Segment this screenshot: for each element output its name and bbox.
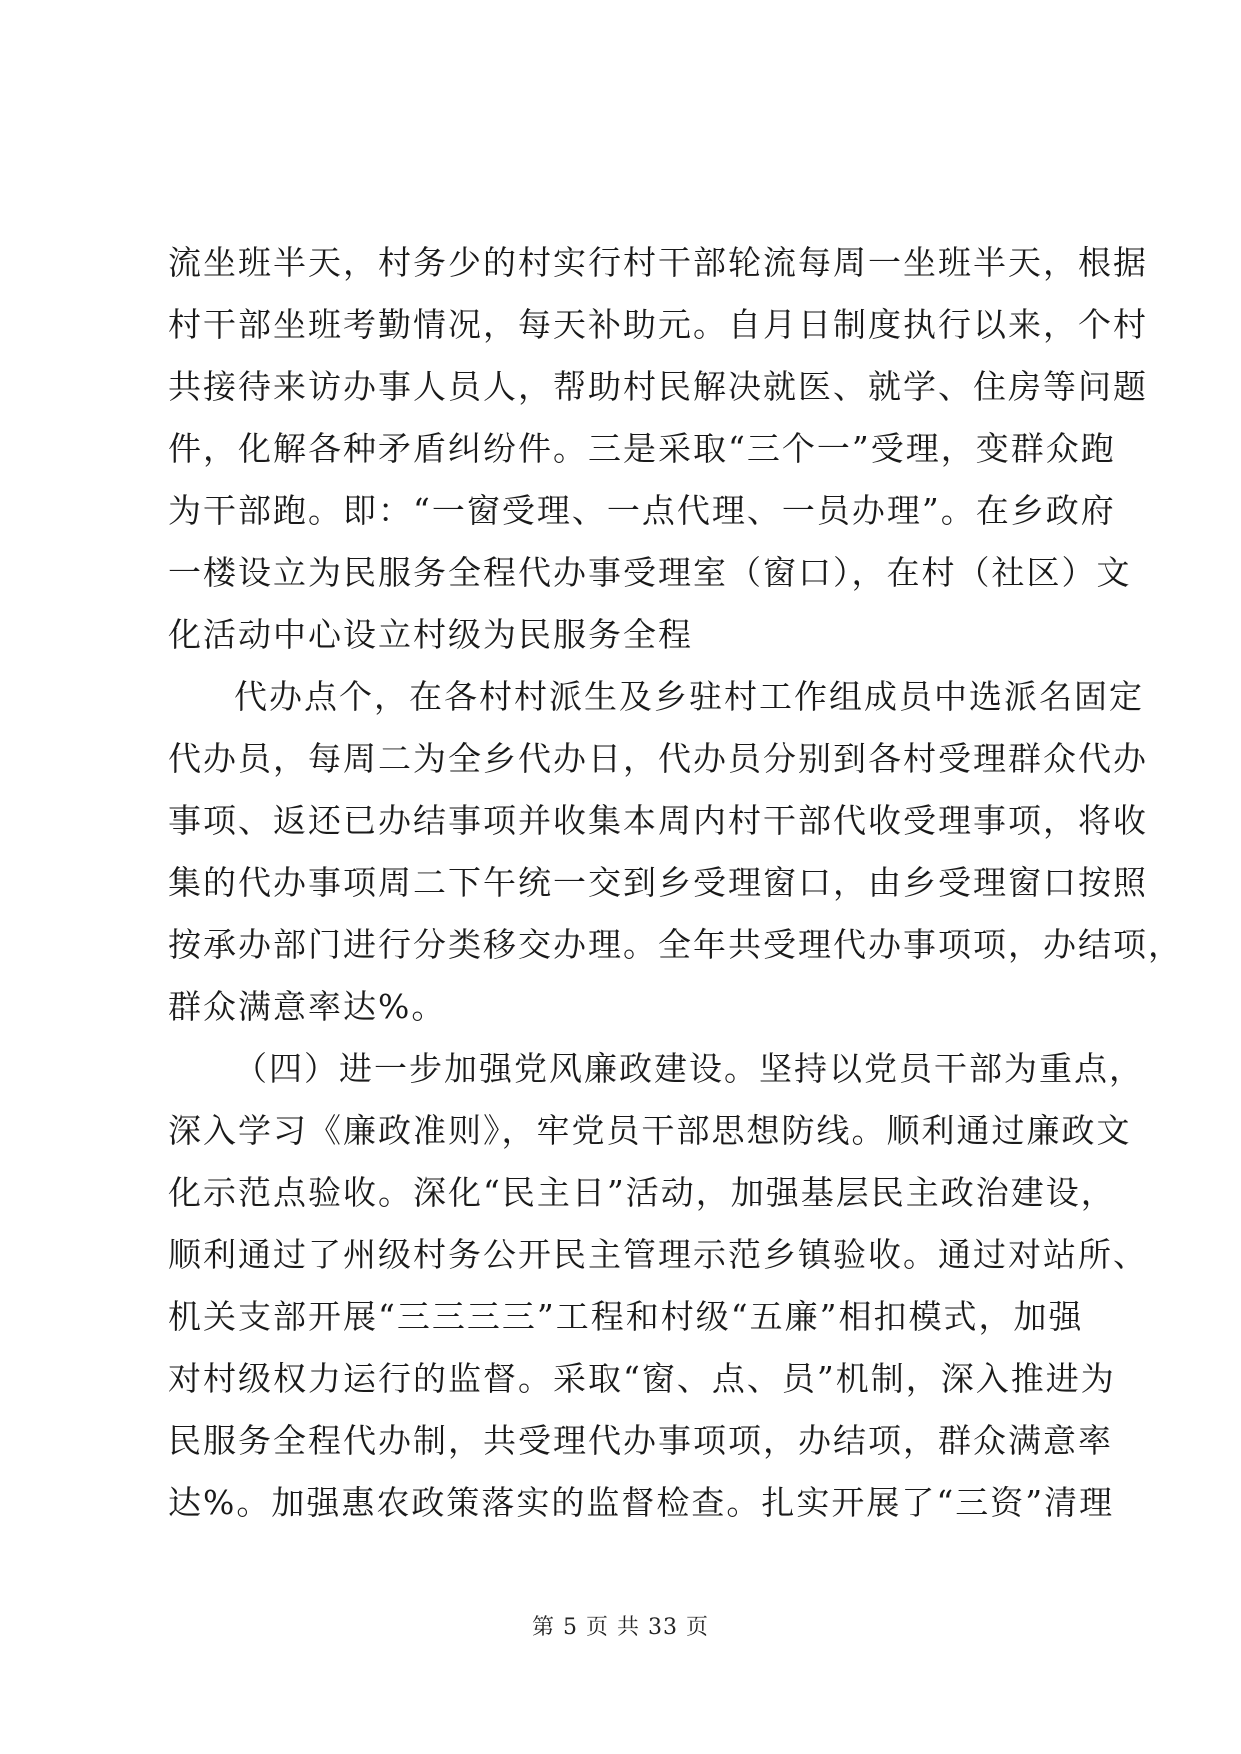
- text-line: 共接待来访办事人员人，帮助村民解决就医、就学、住房等问题: [168, 367, 1148, 406]
- text-line: 村干部坐班考勤情况，每天补助元。自月日制度执行以来，个村: [168, 305, 1148, 344]
- page-footer: 第 5 页 共 33 页: [532, 1615, 709, 1640]
- text-line: 流坐班半天，村务少的村实行村干部轮流每周一坐班半天，根据: [168, 243, 1148, 282]
- body-text: [168, 232, 1183, 1534]
- text-line: 一楼设立为民服务全程代办事受理室（窗口），在村（社区）文: [168, 553, 1132, 592]
- section-heading-line: （四）进一步加强党风廉政建设。坚持以党员干部为重点，: [234, 1049, 1144, 1088]
- text-line: 顺利通过了州级村务公开民主管理示范乡镇验收。通过对站所、: [168, 1235, 1148, 1274]
- text-line: 件，化解各种矛盾纠纷件。三是采取“三个一”受理，变群众跑: [168, 429, 1116, 468]
- text-line: 化活动中心设立村级为民服务全程: [168, 615, 693, 654]
- text-line: 民服务全程代办制，共受理代办事项项，办结项，群众满意率: [168, 1421, 1113, 1460]
- text-line: 对村级权力运行的监督。采取“窗、点、员”机制，深入推进为: [168, 1359, 1116, 1398]
- text-line: 深入学习《廉政准则》，牢党员干部思想防线。顺利通过廉政文: [168, 1111, 1132, 1150]
- text-line: 化示范点验收。深化“民主日”活动，加强基层民主政治建设，: [168, 1173, 1116, 1212]
- text-line: 代办员，每周二为全乡代办日，代办员分别到各村受理群众代办: [168, 739, 1148, 778]
- text-line: 达%。加强惠农政策落实的监督检查。扎实开展了“三资”清理: [168, 1483, 1115, 1522]
- paragraph-first-line: 代办点个，在各村村派生及乡驻村工作组成员中选派名固定: [234, 677, 1144, 716]
- text-line: 为干部跑。即：“一窗受理、一点代理、一员办理”。在乡政府: [168, 491, 1116, 530]
- text-line: 机关支部开展“三三三三”工程和村级“五廉”相扣模式，加强: [168, 1297, 1084, 1336]
- text-line: 按承办部门进行分类移交办理。全年共受理代办事项项，办结项，: [168, 925, 1183, 964]
- text-line: 集的代办事项周二下午统一交到乡受理窗口，由乡受理窗口按照: [168, 863, 1148, 902]
- text-line: 群众满意率达%。: [168, 987, 447, 1026]
- text-line: 事项、返还已办结事项并收集本周内村干部代收受理事项，将收: [168, 801, 1148, 840]
